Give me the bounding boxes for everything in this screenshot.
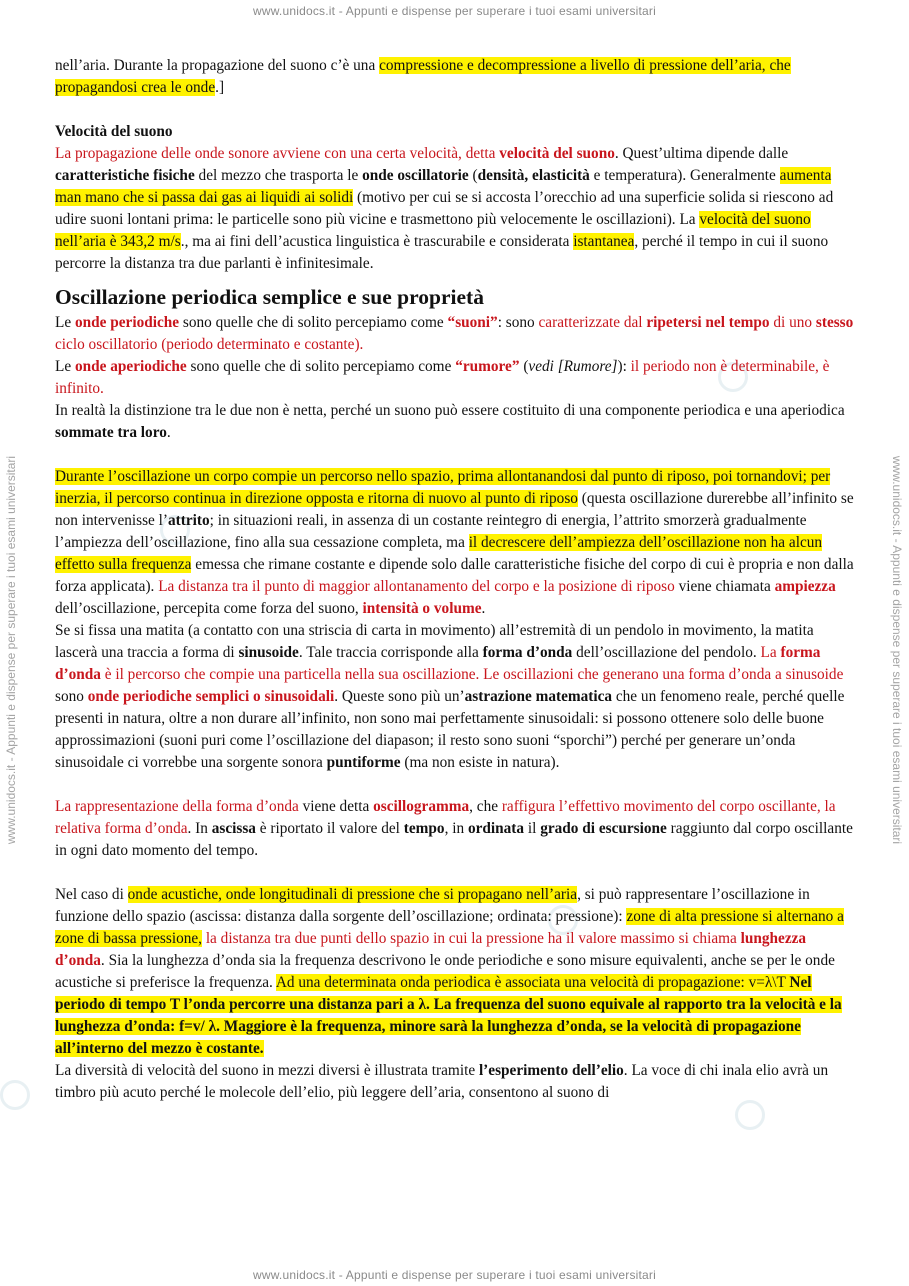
- text-run: , perché il tempo in cui il suono percorre la distanza tra due parlanti è infinitesimale.: [55, 233, 829, 272]
- text-run: Durante l’oscillazione un corpo compie un percorso nello spazio, prima allontanandosi dal punto di riposo, poi tornandovi; per inerzia, il percorso continua in direzione opposta e ritorna di nuovo al punto di riposo: [55, 468, 831, 507]
- text-run: viene chiamata: [674, 578, 775, 595]
- text-run: raggiunto dal corpo oscillante in ogni dato momento del tempo.: [55, 820, 853, 859]
- text-run: La rappresentazione della forma d’onda: [55, 798, 299, 815]
- text-run: il: [524, 820, 541, 837]
- text-run: del mezzo che trasporta le: [194, 167, 363, 184]
- text-run: sinusoide: [238, 644, 299, 661]
- text-run: il periodo non è determinabile, è infinito.: [55, 358, 830, 397]
- paragraph: [55, 884, 855, 1060]
- section-heading: Oscillazione periodica semplice e sue proprietà: [55, 285, 484, 309]
- text-run: La: [760, 644, 781, 661]
- text-run: La diversità di velocità del suono in mezzi diversi è illustrata tramite: [55, 1062, 479, 1079]
- text-run: compressione e decompressione a livello di pressione dell’aria, che propagandosi crea le onde: [55, 57, 791, 96]
- text-run: .: [481, 600, 486, 617]
- text-run: sono: [55, 688, 88, 705]
- paragraph: [55, 356, 855, 400]
- text-run: aumenta man mano che si passa dai gas ai liquidi ai solidi: [55, 167, 832, 206]
- text-run: raffigura l’effettivo movimento del corpo oscillante, la relativa forma d’onda: [55, 798, 836, 837]
- text-run: .]: [215, 79, 225, 96]
- text-run: , in: [444, 820, 468, 837]
- text-run: il decrescere dell’ampiezza dell’oscillazione non ha alcun effetto sulla frequenza: [55, 534, 823, 573]
- text-run: (questa oscillazione durerebbe all’infinito se non intervenisse l’: [55, 490, 854, 529]
- side-watermark-right: www.unidocs.it - Appunti e dispense per superare i tuoi esami universitari: [890, 455, 904, 845]
- paragraph: [55, 400, 855, 444]
- text-run: sono quelle che di solito percepiamo come: [186, 358, 456, 375]
- text-run: ciclo oscillatorio (periodo determinato e costante).: [55, 336, 364, 353]
- text-run: caratterizzate dal: [538, 314, 647, 331]
- text-run: ):: [617, 358, 631, 375]
- text-run: onde periodiche: [74, 314, 180, 331]
- text-run: sono quelle che di solito percepiamo come: [179, 314, 448, 331]
- text-run: “suoni”: [447, 314, 498, 331]
- text-run: attrito: [168, 512, 210, 529]
- text-run: l’esperimento dell’elio: [478, 1062, 624, 1079]
- text-run: lunghezza d’onda: [55, 930, 807, 969]
- paragraph: [55, 143, 855, 275]
- text-run: che un fenomeno reale, perché quelle presenti in natura, oltre a non durare all’infinito, non sono mai perfettamente sinusoidali: si possono ottenere solo delle buone approssimazioni (suoni puri come l’oscillazione del diapason; il resto sono suoni “sporchi”) perché per generare un’onda sinusoidale ci vorrebbe una sorgente sonora: [55, 688, 845, 771]
- text-run: ripetersi nel tempo: [646, 314, 770, 331]
- text-run: . Queste sono più un’: [334, 688, 465, 705]
- text-run: dell’oscillazione del pendolo.: [572, 644, 761, 661]
- side-watermark-left: www.unidocs.it - Appunti e dispense per superare i tuoi esami universitari: [4, 455, 18, 845]
- text-run: ordinata: [467, 820, 525, 837]
- text-run: La distanza tra il punto di maggior allontanamento del corpo e la posizione di riposo: [158, 578, 675, 595]
- text-run: grado di escursione: [540, 820, 667, 837]
- text-run: . Tale traccia corrisponde alla: [298, 644, 483, 661]
- text-run: forma d’onda: [55, 644, 821, 683]
- text-run: onde periodiche semplici o sinusoidali: [87, 688, 335, 705]
- paragraph: [55, 312, 855, 356]
- text-run: ., ma ai fini dell’acustica linguistica è trascurabile e considerata: [180, 233, 574, 250]
- text-run: è il percorso che compie una particella nella sua oscillazione. Le oscillazioni che generano una forma d’onda a sinusoide: [100, 666, 844, 683]
- text-run: (ma non esiste in natura).: [400, 754, 560, 771]
- text-run: . Sia la lunghezza d’onda sia la frequenza descrivono le onde periodiche e sono misure equivalenti, anche se per le onde acustiche si preferisce la frequenza.: [55, 952, 835, 991]
- text-run: Le: [55, 314, 75, 331]
- text-run: La propagazione delle onde sonore avviene con una certa velocità, detta: [55, 145, 500, 162]
- text-run: densità, elasticità: [477, 167, 590, 184]
- text-run: Nel periodo di tempo T l’onda percorre una distanza pari a λ: [55, 974, 812, 1013]
- text-run: Nel caso di: [55, 886, 128, 903]
- text-run: nell’aria. Durante la propagazione del suono c’è una: [55, 57, 380, 74]
- text-run: stesso: [815, 314, 854, 331]
- text-run: puntiforme: [326, 754, 401, 771]
- text-run: . In: [187, 820, 212, 837]
- subheading-velocita: Velocità del suono: [55, 123, 173, 140]
- text-run: ascissa: [211, 820, 256, 837]
- text-run: “rumore”: [455, 358, 520, 375]
- document-body: [55, 55, 855, 1104]
- text-run: forma d’onda: [482, 644, 573, 661]
- text-run: . La frequenza del suono equivale al rapporto tra la velocità e la lunghezza d’onda: f=v/ λ. Maggiore è la frequenza, minore sarà la lunghezza d’onda, se la velocità di propagazione all’interno del mezzo è costante.: [55, 996, 842, 1057]
- text-run: tempo: [403, 820, 445, 837]
- text-run: onde acustiche, onde longitudinali di pressione che si propagano nell’aria: [127, 886, 578, 903]
- text-run: la distanza tra due punti dello spazio in cui la pressione ha il valore massimo si chiama: [205, 930, 741, 947]
- paragraph: [55, 1060, 855, 1104]
- text-run: velocità del suono: [499, 145, 615, 162]
- text-run: caratteristiche fisiche: [55, 167, 195, 184]
- text-run: ; in situazioni reali, in assenza di un costante reintegro di energia, l’attrito smorzerà gradualmente l’ampiezza dell’oscillazione, fino alla sua cessazione completa, ma: [55, 512, 807, 551]
- text-run: viene detta: [298, 798, 374, 815]
- header-watermark: www.unidocs.it - Appunti e dispense per superare i tuoi esami universitari: [253, 4, 656, 18]
- text-run: e temperatura). Generalmente: [589, 167, 780, 184]
- text-run: .: [166, 424, 171, 441]
- paragraph: [55, 796, 855, 862]
- text-run: (: [468, 167, 478, 184]
- text-run: Se si fissa una matita (a contatto con una striscia di carta in movimento) all’estremità di un pendolo in movimento, la matita lascerà una traccia a forma di: [55, 622, 814, 661]
- paragraph: [55, 55, 855, 99]
- text-run: In realtà la distinzione tra le due non è netta, perché un suono può essere costituito di una componente periodica e una aperiodica: [55, 402, 845, 419]
- text-run: sommate tra loro: [55, 424, 167, 441]
- text-run: intensità o volume: [362, 600, 482, 617]
- text-run: : sono: [497, 314, 539, 331]
- text-run: oscillogramma: [373, 798, 470, 815]
- text-run: di uno: [769, 314, 816, 331]
- text-run: . La voce di chi inala elio avrà un timbro più acuto perché le molecole dell’elio, più leggere dell’aria, consentono al suono di: [55, 1062, 829, 1101]
- text-run: onde oscillatorie: [362, 167, 469, 184]
- text-run: è riportato il valore del: [255, 820, 404, 837]
- text-run: dell’oscillazione, percepita come forza del suono,: [55, 600, 363, 617]
- watermark-logo-icon: [735, 1100, 765, 1130]
- text-run: istantanea: [573, 233, 635, 250]
- paragraph: [55, 466, 855, 620]
- text-run: Ad una determinata onda periodica è associata una velocità di propagazione: v=λ\T: [275, 974, 790, 991]
- text-run: astrazione matematica: [464, 688, 613, 705]
- watermark-logo-icon: [0, 1080, 30, 1110]
- text-run: onde aperiodiche: [74, 358, 187, 375]
- text-run: Le: [55, 358, 75, 375]
- text-run: emessa che rimane costante e dipende solo dalle caratteristiche fisiche del corpo di cui è propria e non dalla forza applicata).: [55, 556, 854, 595]
- text-run: (: [519, 358, 529, 375]
- paragraph: [55, 620, 855, 774]
- text-run: velocità del suono nell’aria è 343,2 m/s: [55, 211, 811, 250]
- text-run: (motivo per cui se si accosta l’orecchio ad una superficie solida si riescono ad udire suoni lontani prima: le particelle sono più vicine e trasmettono più velocemente le oscillazioni). La: [55, 189, 834, 228]
- text-run: , che: [469, 798, 502, 815]
- text-run: , si può rappresentare l’oscillazione in funzione dello spazio (ascissa: distanza dalla sorgente dell’oscillazione; ordinata: pressione):: [55, 886, 810, 925]
- text-run: vedi [Rumore]: [528, 358, 618, 375]
- text-run: . Quest’ultima dipende dalle: [614, 145, 789, 162]
- footer-watermark: www.unidocs.it - Appunti e dispense per superare i tuoi esami universitari: [253, 1268, 656, 1282]
- text-run: ampiezza: [774, 578, 836, 595]
- text-run: zone di alta pressione si alternano a zone di bassa pressione,: [55, 908, 844, 947]
